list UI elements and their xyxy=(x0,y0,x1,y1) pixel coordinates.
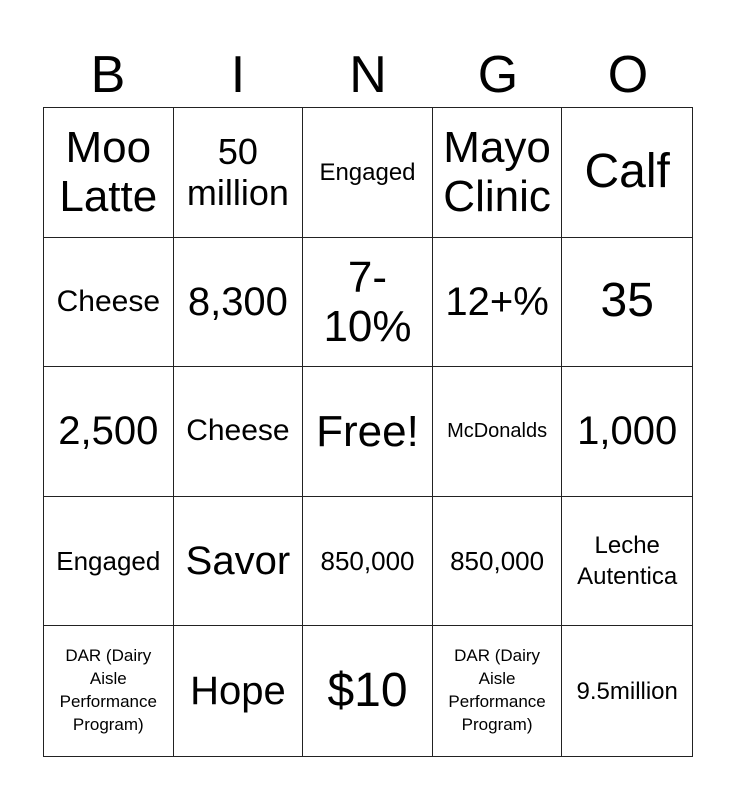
header-letter-n: N xyxy=(349,46,387,104)
header-letter-b: B xyxy=(90,46,126,104)
bingo-cell[interactable]: 850,000 xyxy=(433,497,563,627)
bingo-cell[interactable]: 7-10% xyxy=(303,238,433,368)
bingo-cell[interactable]: 12+% xyxy=(433,238,563,368)
bingo-cell[interactable]: McDonalds xyxy=(433,367,563,497)
bingo-cell[interactable]: 2,500 xyxy=(44,367,174,497)
bingo-cell[interactable]: 8,300 xyxy=(174,238,304,368)
bingo-cell[interactable]: $10 xyxy=(303,626,433,756)
bingo-cell[interactable]: Engaged xyxy=(44,497,174,627)
bingo-cell[interactable]: 9.5million xyxy=(576,677,678,705)
header-letter-o: O xyxy=(607,46,649,104)
bingo-cell[interactable]: Cheese xyxy=(174,367,304,497)
bingo-cell[interactable]: Hope xyxy=(174,626,304,756)
bingo-cell[interactable]: Cheese xyxy=(44,238,174,368)
bingo-header xyxy=(43,42,693,108)
bingo-cell[interactable]: 850,000 xyxy=(303,497,433,627)
header-letter-g: G xyxy=(477,46,519,104)
bingo-cell[interactable]: Moo Latte xyxy=(44,108,174,238)
bingo-cell[interactable]: 35 xyxy=(562,238,692,368)
bingo-cell[interactable]: DAR (Dairy Aisle Performance Program) xyxy=(433,626,563,756)
bingo-cell[interactable]: 1,000 xyxy=(562,367,692,497)
bingo-cell[interactable]: 50 million xyxy=(174,108,304,238)
header-letter-i: I xyxy=(230,46,246,104)
bingo-free-cell[interactable]: Free! xyxy=(303,367,433,497)
bingo-cell[interactable]: DAR (Dairy Aisle Performance Program) xyxy=(44,626,174,756)
bingo-cell[interactable]: Leche Autentica xyxy=(562,497,692,627)
bingo-cell[interactable]: Savor xyxy=(174,497,304,627)
bingo-cell[interactable]: Mayo Clinic xyxy=(433,108,563,238)
bingo-cell[interactable]: Calf xyxy=(562,108,692,238)
bingo-cell[interactable]: Engaged xyxy=(303,108,433,238)
bingo-board xyxy=(43,107,693,757)
